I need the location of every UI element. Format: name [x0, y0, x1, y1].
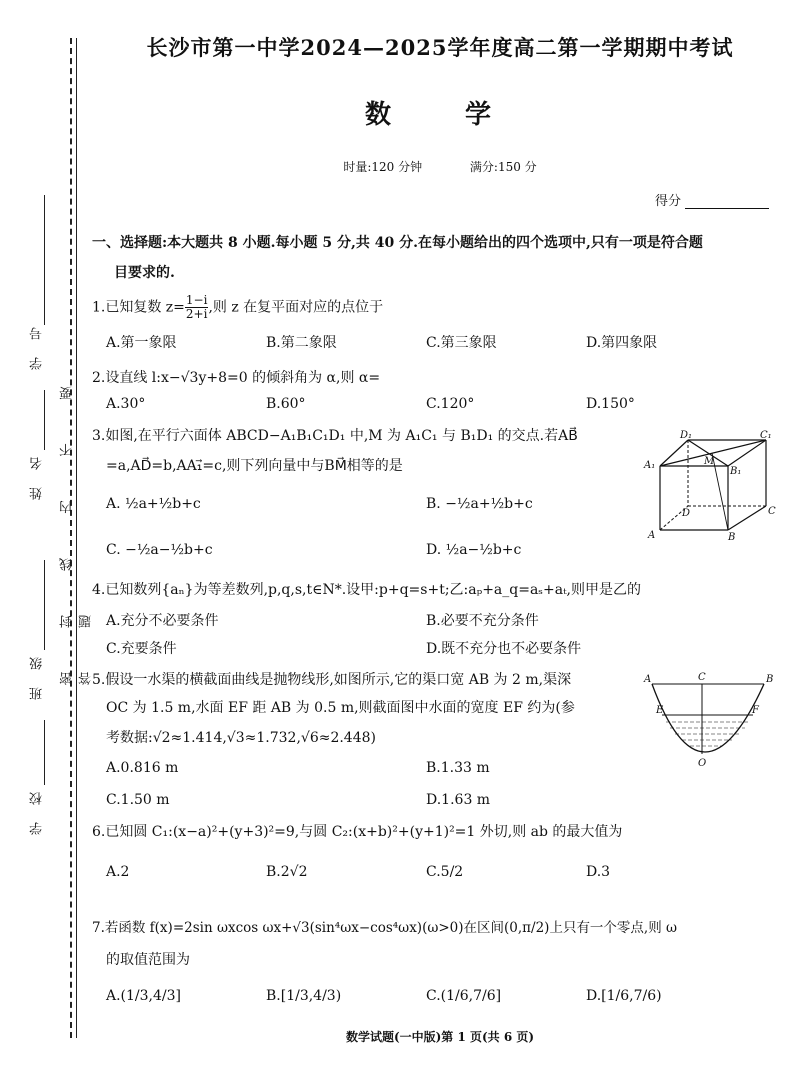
label-d1: D₁	[680, 430, 693, 441]
score-blank-line	[685, 208, 769, 209]
question-4-stem: 4.已知数列{aₙ}为等差数列,p,q,s,t∈N*.设甲:p+q=s+t;乙:aₚ+a_q=aₛ+aₜ,则甲是乙的	[92, 582, 642, 598]
question-7-stem-line2: 的取值范围为	[106, 952, 190, 968]
label-c: C	[768, 506, 776, 517]
exam-title: 长沙市第一中学2024—2025学年度高二第一学期期中考试	[146, 35, 734, 60]
student-id-label: 学 号	[30, 325, 45, 370]
question-1-stem	[92, 294, 383, 321]
exam-meta	[120, 158, 760, 175]
label-a1: A₁	[644, 460, 656, 471]
question-6-stem: 6.已知圆 C₁:(x−a)²+(y+3)²=9,与圆 C₂:(x+b)²+(y+1)²=1 外切,则 ab 的最大值为	[92, 824, 623, 840]
student-id-line	[44, 195, 45, 325]
label-channel-o: O	[698, 758, 707, 769]
q2-option-c: C.120°	[426, 396, 475, 412]
section-heading	[92, 228, 782, 288]
question-3-stem-line2: =a,AD⃗=b,AA₁⃗=c,则下列向量中与BM⃗相等的是	[106, 458, 403, 474]
q6-option-b: B.2√2	[266, 864, 308, 880]
school-line	[44, 720, 45, 785]
q6-option-a: A.2	[106, 864, 130, 880]
question-2-stem: 2.设直线 l:x−√3y+8=0 的倾斜角为 α,则 α=	[92, 370, 381, 386]
q5-option-a: A.0.816 m	[106, 760, 179, 776]
label-m: M	[704, 456, 715, 467]
subject-title: 数 学	[364, 100, 515, 130]
q7-option-c: C.(1/6,7/6]	[426, 988, 502, 1004]
q7-option-a: A.(1/3,4/3]	[106, 988, 181, 1004]
label-a: A	[648, 530, 656, 541]
score-label: 得分	[655, 194, 682, 209]
q1-option-b: B.第二象限	[266, 335, 337, 351]
q1-frac-den: 2+i	[185, 307, 208, 321]
q1-option-c: C.第三象限	[426, 335, 497, 351]
label-channel-f: F	[752, 705, 759, 716]
q3-option-b: B. −½a+½b+c	[426, 496, 533, 512]
q4-option-d: D.既不充分也不必要条件	[426, 641, 582, 657]
q1-stem-b: ,则 z 在复平面对应的点位于	[208, 299, 384, 316]
q7-option-b: B.[1/3,4/3)	[266, 988, 342, 1004]
label-channel-b: B	[766, 674, 774, 685]
q2-option-b: B.60°	[266, 396, 306, 412]
duration-text: 时量:120 分钟	[343, 160, 423, 174]
name-label: 姓 名	[30, 455, 45, 500]
label-b: B	[728, 532, 736, 543]
question-5-stem-line3: 考数据:√2≈1.414,√3≈1.732,√6≈2.448)	[106, 730, 376, 746]
page-footer: 数学试题(一中版)第 1 页(共 6 页)	[345, 1030, 535, 1044]
q3-option-a: A. ½a+½b+c	[106, 496, 201, 512]
label-c1: C₁	[760, 430, 772, 441]
q1-fraction	[185, 294, 209, 321]
q6-option-c: C.5/2	[426, 864, 464, 880]
channel-cross-section-figure	[640, 670, 780, 770]
name-line	[44, 390, 45, 450]
q5-option-d: D.1.63 m	[426, 792, 491, 808]
class-label: 班 级	[30, 655, 45, 700]
section-heading-line2: 目要求的.	[114, 265, 175, 281]
q7-option-d: D.[1/6,7/6)	[586, 988, 662, 1004]
q3-option-c: C. −½a−½b+c	[106, 542, 213, 558]
q6-option-d: D.3	[586, 864, 611, 880]
section-heading-line1: 一、选择题:本大题共 8 小题.每小题 5 分,共 40 分.在每小题给出的四个选项中,只有一项是符合题	[92, 235, 703, 251]
label-b1: B₁	[730, 466, 742, 477]
question-5-stem-line2: OC 为 1.5 m,水面 EF 距 AB 为 0.5 m,则截面图中水面的宽度 EF 约为(参	[106, 700, 575, 716]
class-line	[44, 560, 45, 650]
label-channel-a: A	[644, 674, 652, 685]
school-label: 学 校	[30, 790, 45, 835]
parallelepiped-figure	[640, 428, 780, 543]
q4-option-a: A.充分不必要条件	[106, 613, 219, 629]
q1-frac-num: 1−i	[185, 293, 208, 307]
q3-option-d: D. ½a−½b+c	[426, 542, 522, 558]
full-score-text: 满分:150 分	[469, 160, 537, 174]
q4-option-b: B.必要不充分条件	[426, 613, 539, 629]
question-5-stem-line1: 5.假设一水渠的横截面曲线是抛物线形,如图所示,它的渠口宽 AB 为 2 m,渠深	[92, 672, 572, 688]
label-d: D	[682, 508, 691, 519]
q1-option-a: A.第一象限	[106, 335, 177, 351]
question-7-stem-line1: 7.若函数 f(x)=2sin ωxcos ωx+√3(sin⁴ωx−cos⁴ωx)(ω>0)在区间(0,π/2)上只有一个零点,则 ω	[92, 920, 678, 936]
binding-margin	[0, 0, 94, 1068]
label-channel-c: C	[698, 672, 706, 683]
q2-option-d: D.150°	[586, 396, 635, 412]
q1-option-d: D.第四象限	[586, 335, 658, 351]
label-channel-e: E	[656, 705, 664, 716]
score-field	[655, 190, 769, 209]
q5-option-b: B.1.33 m	[426, 760, 490, 776]
q2-option-a: A.30°	[106, 396, 146, 412]
seal-warning-text: 密 封 线 内 不 要 答 题	[60, 366, 94, 685]
q1-stem-a: 1.已知复数 z=	[92, 299, 185, 316]
q4-option-c: C.充要条件	[106, 641, 177, 657]
q5-option-c: C.1.50 m	[106, 792, 170, 808]
question-3-stem-line1: 3.如图,在平行六面体 ABCD−A₁B₁C₁D₁ 中,M 为 A₁C₁ 与 B₁D₁ 的交点.若AB⃗	[92, 428, 578, 444]
